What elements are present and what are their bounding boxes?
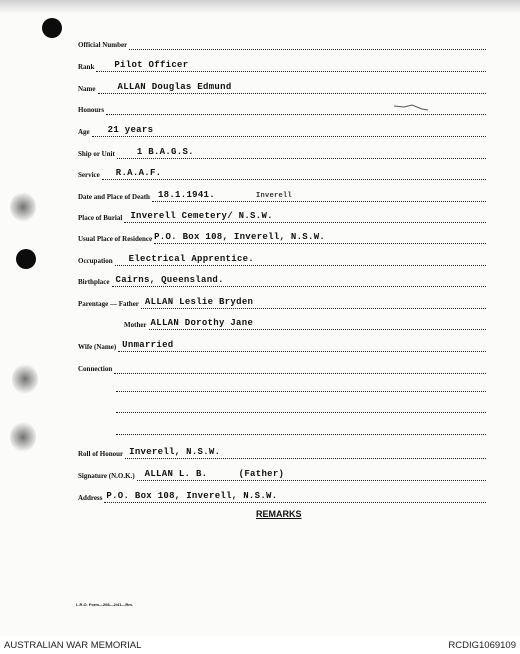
field-service	[78, 166, 486, 180]
field-label: Birthplace	[78, 278, 110, 286]
field-line	[112, 272, 487, 287]
field-line	[154, 229, 486, 244]
field-line	[124, 208, 486, 223]
field-line	[125, 444, 486, 459]
field-line	[152, 187, 486, 202]
scan-edge	[0, 0, 520, 14]
field-usual-residence	[78, 230, 486, 244]
field-place-of-burial	[78, 209, 486, 223]
field-signature	[78, 467, 486, 481]
field-date-place-death	[78, 188, 486, 202]
field-parentage-father	[78, 295, 486, 309]
field-value: R.A.A.F.	[115, 168, 162, 178]
field-label: Age	[78, 128, 90, 136]
field-label: Mother	[124, 321, 147, 329]
field-value: 1 B.A.G.S.	[136, 147, 194, 157]
field-value: Inverell, N.S.W.	[129, 447, 221, 457]
field-value: Electrical Apprentice.	[128, 254, 255, 264]
connection-extra-line	[116, 412, 486, 413]
field-label: Usual Place of Residence	[78, 235, 153, 243]
field-value-secondary: (Father)	[238, 469, 285, 479]
field-value: P.O. Box 108, Inverell, N.S.W.	[154, 232, 326, 242]
field-line	[96, 57, 486, 72]
field-value: ALLAN Douglas Edmund	[117, 82, 232, 92]
field-line	[118, 337, 486, 352]
field-value: ALLAN L. B.	[144, 469, 208, 479]
field-label: Official Number	[78, 41, 128, 49]
field-value: ALLAN Dorothy Jane	[150, 318, 254, 328]
field-line	[149, 315, 486, 330]
field-value-secondary: Inverell	[255, 192, 292, 200]
field-label: Honours	[78, 106, 105, 114]
field-line	[104, 488, 486, 503]
field-line	[98, 79, 487, 94]
field-line	[115, 251, 486, 266]
field-line	[137, 466, 486, 481]
field-label: Occupation	[78, 257, 113, 265]
field-line	[102, 165, 486, 180]
remarks-heading: REMARKS	[256, 509, 302, 519]
field-value: ALLAN Leslie Bryden	[144, 297, 254, 307]
field-value: Inverell Cemetery/ N.S.W.	[130, 211, 273, 221]
field-label: Date and Place of Death	[78, 193, 150, 201]
field-value: Pilot Officer	[114, 60, 189, 70]
field-label: Name	[78, 85, 96, 93]
field-occupation	[78, 252, 486, 266]
field-line	[114, 359, 486, 374]
field-value: Unmarried	[122, 340, 174, 350]
footer-record-id: RCDIG1069109	[448, 640, 516, 651]
field-label: Service	[78, 171, 100, 179]
scan-smudge	[10, 422, 36, 452]
archive-footer	[0, 636, 520, 654]
field-line	[141, 294, 486, 309]
field-label: Address	[78, 494, 103, 502]
field-value: 18.1.1941.	[157, 190, 215, 200]
pencil-mark	[392, 102, 430, 112]
field-wife	[78, 338, 486, 352]
scan-smudge	[12, 364, 38, 394]
field-birthplace	[78, 273, 486, 287]
field-rank	[78, 58, 486, 72]
connection-extra-line	[116, 434, 486, 435]
punch-hole	[16, 249, 36, 269]
field-connection	[78, 360, 486, 374]
field-label: Wife (Name)	[78, 343, 117, 351]
field-line	[117, 144, 486, 159]
field-ship-or-unit	[78, 145, 486, 159]
field-value: P.O. Box 108, Inverell, N.S.W.	[106, 491, 278, 501]
field-label: Place of Burial	[78, 214, 123, 222]
field-official-number	[78, 36, 486, 50]
field-label: Parentage — Father	[78, 300, 139, 308]
punch-hole	[42, 18, 62, 38]
field-label: Ship or Unit	[78, 150, 115, 158]
connection-extra-line	[116, 391, 486, 392]
field-roll-of-honour	[78, 445, 486, 459]
form-code: L.R.O. Form—208—2/41—Rm.	[76, 602, 133, 607]
field-label: Signature (N.O.K.)	[78, 472, 135, 480]
field-age	[78, 123, 486, 137]
field-name	[78, 80, 486, 94]
field-label: Rank	[78, 63, 95, 71]
footer-institution: AUSTRALIAN WAR MEMORIAL	[4, 640, 142, 651]
field-line	[92, 122, 486, 137]
field-parentage-mother	[124, 316, 486, 330]
field-address	[78, 489, 486, 503]
field-value: 21 years	[107, 125, 154, 135]
field-value: Cairns, Queensland.	[115, 275, 224, 285]
field-label: Connection	[78, 365, 113, 373]
field-label: Roll of Honour	[78, 450, 124, 458]
field-line	[129, 35, 486, 50]
scan-smudge	[10, 192, 36, 222]
